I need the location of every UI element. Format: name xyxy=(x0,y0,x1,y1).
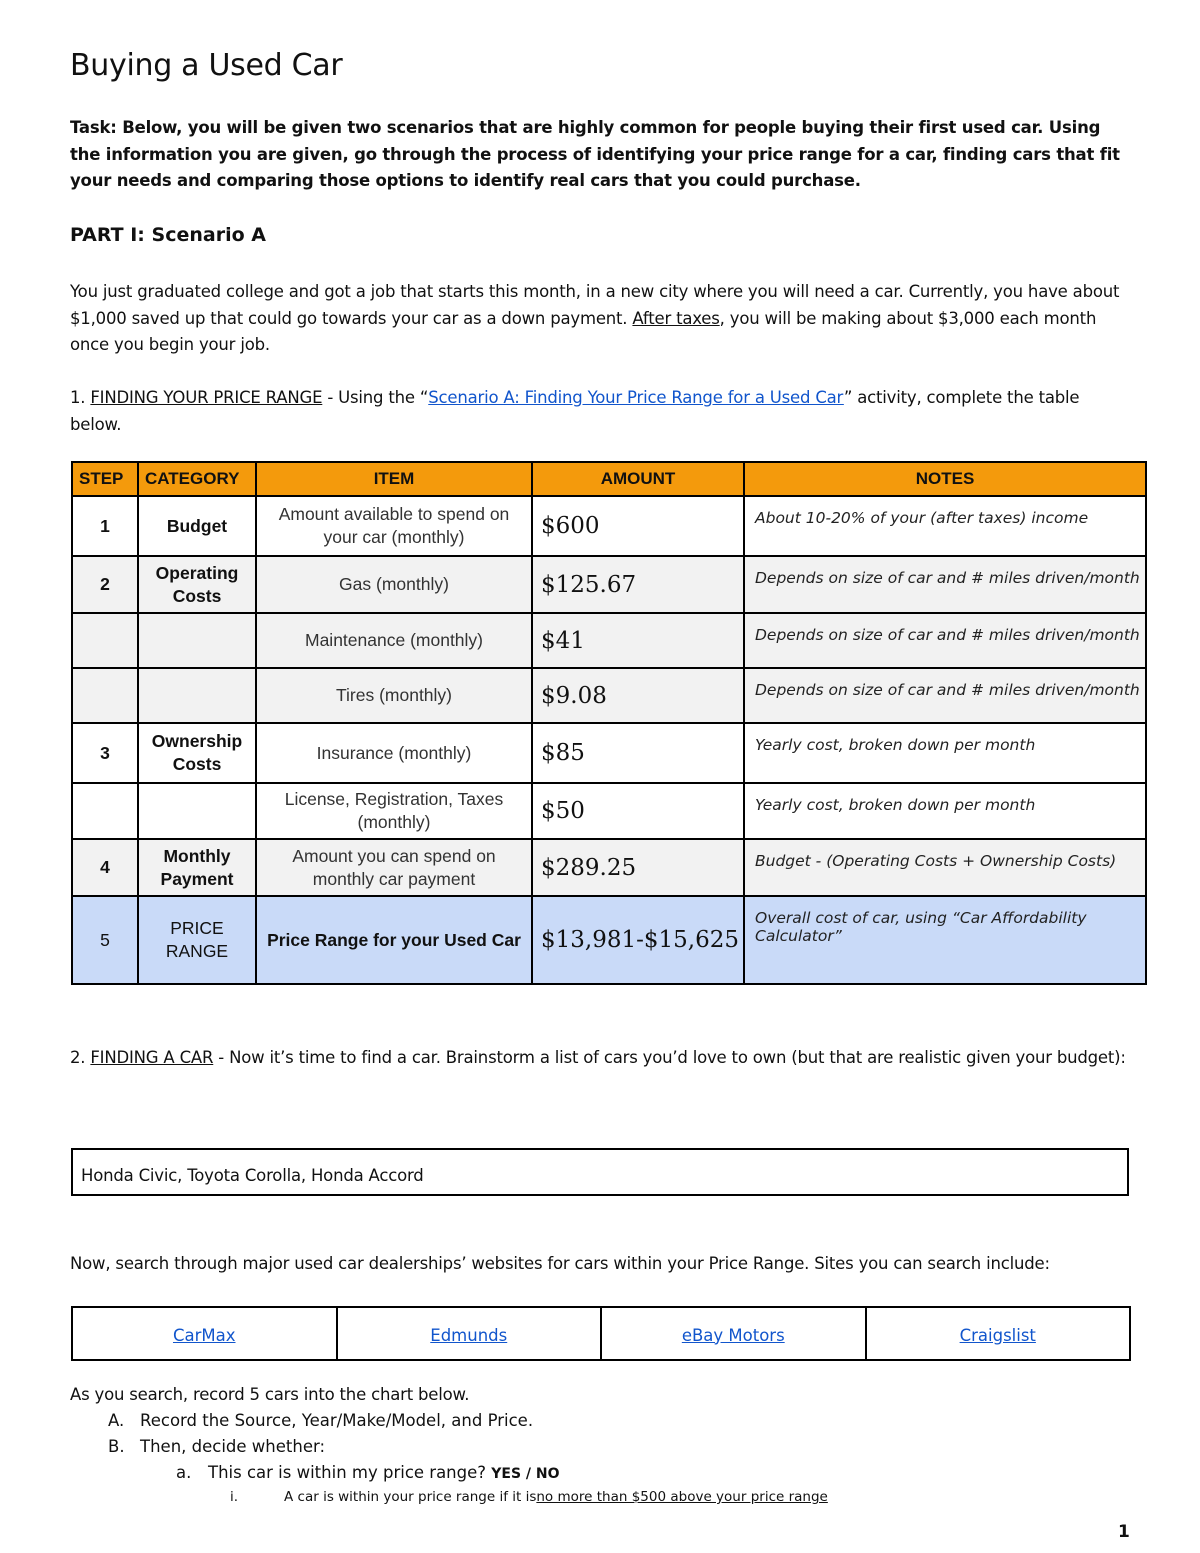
row-step xyxy=(72,668,138,723)
row-category xyxy=(138,783,256,839)
row-amount[interactable]: $41 xyxy=(532,613,744,668)
row-step: 1 xyxy=(72,496,138,556)
search-instruction: Now, search through major used car dealerships’ websites for cars within your Price Range. Sites you can search include: xyxy=(70,1254,1050,1273)
page-number: 1 xyxy=(1118,1522,1130,1542)
list-text: Then, decide whether: xyxy=(140,1437,326,1456)
row-notes: Depends on size of car and # miles driven/month xyxy=(744,556,1146,613)
header-step: STEP xyxy=(72,462,138,496)
row-step: 2 xyxy=(72,556,138,613)
table-row xyxy=(72,613,1146,668)
step2-number: 2. xyxy=(70,1048,91,1067)
list-label: i. xyxy=(230,1489,239,1505)
step2-instruction xyxy=(70,1045,1140,1072)
site-cell xyxy=(337,1307,602,1360)
row-notes: Budget - (Operating Costs + Ownership Costs) xyxy=(744,839,1146,896)
step1-number: 1. xyxy=(70,388,91,407)
page-title: Buying a Used Car xyxy=(70,48,343,83)
table-row xyxy=(72,839,1146,896)
list-label: A. xyxy=(108,1411,125,1430)
ebay-motors-link[interactable]: eBay Motors xyxy=(681,1325,785,1345)
row-category xyxy=(138,613,256,668)
row-item: Amount you can spend on monthly car payment xyxy=(256,839,532,896)
row-amount[interactable]: $289.25 xyxy=(532,839,744,896)
row-step: 5 xyxy=(72,896,138,984)
list-label: a. xyxy=(176,1463,192,1482)
row-notes: Yearly cost, broken down per month xyxy=(744,783,1146,839)
sub-list-item-a xyxy=(176,1463,560,1482)
step1-heading: FINDING YOUR PRICE RANGE xyxy=(90,388,323,407)
list-item-a xyxy=(108,1411,533,1430)
row-item: Tires (monthly) xyxy=(256,668,532,723)
row-amount[interactable]: $600 xyxy=(532,496,744,556)
site-cell xyxy=(866,1307,1131,1360)
price-range-table xyxy=(71,461,1147,985)
row-amount[interactable]: $9.08 xyxy=(532,668,744,723)
carmax-link[interactable]: CarMax xyxy=(172,1325,236,1345)
row-notes: Overall cost of car, using “Car Affordability Calculator” xyxy=(744,896,1146,984)
row-item: Amount available to spend on your car (monthly) xyxy=(256,496,532,556)
craigslist-link[interactable]: Craigslist xyxy=(959,1325,1036,1345)
list-item-b xyxy=(108,1437,325,1456)
header-amount: AMOUNT xyxy=(532,462,744,496)
row-category: Monthly Payment xyxy=(138,839,256,896)
task-description: Task: Below, you will be given two scenarios that are highly common for people buying their first used car. Using the information you are given, go through the process of identifying your price range for a car, finding cars that fit your needs and comparing those options to identify real cars that you could purchase. xyxy=(70,118,1120,190)
row-notes: Yearly cost, broken down per month xyxy=(744,723,1146,783)
step2-heading: FINDING A CAR xyxy=(90,1048,214,1067)
row-item: Insurance (monthly) xyxy=(256,723,532,783)
after-taxes-text: After taxes xyxy=(632,308,720,328)
scenario-text-1: You just graduated college and got a job that starts this month, in a new city where you will need a car. Currently, you have about $1,000 saved up that could go towards your car as a down payment. xyxy=(70,282,1120,328)
table-row xyxy=(72,496,1146,556)
step2-text: - Now it’s time to find a car. Brainstorm a list of cars you’d love to own (but that are realistic given your budget): xyxy=(213,1048,1126,1067)
header-item: ITEM xyxy=(256,462,532,496)
search-record-intro: As you search, record 5 cars into the chart below. xyxy=(70,1385,470,1404)
sites-table xyxy=(71,1306,1131,1361)
row-step: 4 xyxy=(72,839,138,896)
header-notes: NOTES xyxy=(744,462,1146,496)
row-notes: Depends on size of car and # miles driven/month xyxy=(744,613,1146,668)
table-row xyxy=(72,783,1146,839)
row-amount[interactable]: $13,981-$15,625 xyxy=(532,896,744,984)
row-amount[interactable]: $125.67 xyxy=(532,556,744,613)
scenario-paragraph xyxy=(70,279,1130,359)
step1-text: - Using the “ xyxy=(322,388,429,407)
table-row xyxy=(72,723,1146,783)
row-category: Operating Costs xyxy=(138,556,256,613)
table-row-price-range xyxy=(72,896,1146,984)
row-step xyxy=(72,783,138,839)
part-heading: PART I: Scenario A xyxy=(70,224,266,246)
row-category xyxy=(138,668,256,723)
row-item: Maintenance (monthly) xyxy=(256,613,532,668)
row-amount[interactable]: $85 xyxy=(532,723,744,783)
step1-instruction xyxy=(70,385,1130,438)
edmunds-link[interactable]: Edmunds xyxy=(430,1325,508,1345)
yes-no-label: YES / NO xyxy=(491,1466,560,1482)
scenario-a-link[interactable]: Scenario A: Finding Your Price Range for a Used Car xyxy=(428,388,844,407)
list-text-underlined: no more than $500 above your price range xyxy=(536,1489,828,1505)
list-text: This car is within my price range? xyxy=(208,1463,492,1482)
header-category: CATEGORY xyxy=(138,462,256,496)
list-text: A car is within your price range if it is xyxy=(284,1489,537,1505)
row-notes: Depends on size of car and # miles driven/month xyxy=(744,668,1146,723)
row-item: Price Range for your Used Car xyxy=(256,896,532,984)
site-cell xyxy=(601,1307,866,1360)
row-amount[interactable]: $50 xyxy=(532,783,744,839)
list-label: B. xyxy=(108,1437,125,1456)
row-step xyxy=(72,613,138,668)
step1-text-end: ” activity, complete the table below. xyxy=(70,388,1080,434)
table-row xyxy=(72,668,1146,723)
row-item: Gas (monthly) xyxy=(256,556,532,613)
row-step: 3 xyxy=(72,723,138,783)
list-text: Record the Source, Year/Make/Model, and Price. xyxy=(140,1411,534,1430)
row-category: Budget xyxy=(138,496,256,556)
row-category: PRICE RANGE xyxy=(138,896,256,984)
row-category: Ownership Costs xyxy=(138,723,256,783)
site-cell xyxy=(72,1307,337,1360)
table-header-row xyxy=(72,462,1146,496)
row-item: License, Registration, Taxes (monthly) xyxy=(256,783,532,839)
scenario-text-2: , you will be making about $3,000 each month once you begin your job. xyxy=(70,308,1097,354)
table-row xyxy=(72,556,1146,613)
brainstorm-box[interactable]: Honda Civic, Toyota Corolla, Honda Accord xyxy=(71,1148,1129,1196)
row-notes: About 10-20% of your (after taxes) income xyxy=(744,496,1146,556)
sub-list-item-i xyxy=(230,1489,828,1505)
